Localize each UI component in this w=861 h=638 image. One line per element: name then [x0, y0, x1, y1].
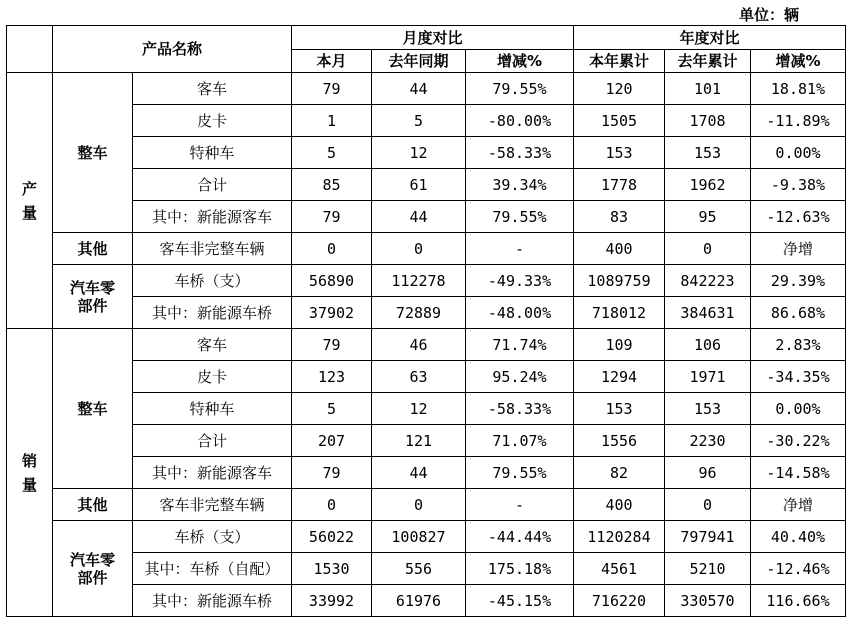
last-year-cell: 5	[372, 105, 466, 137]
last-ytd-cell: 96	[665, 457, 751, 489]
annual-change-cell: 2.83%	[751, 329, 846, 361]
annual-change-cell: -9.38%	[751, 169, 846, 201]
this-month-cell: 56022	[292, 521, 372, 553]
this-month-cell: 1530	[292, 553, 372, 585]
last-ytd-cell: 384631	[665, 297, 751, 329]
product-name-cell: 客车非完整车辆	[133, 489, 292, 521]
table-row	[7, 425, 846, 457]
table-row	[7, 457, 846, 489]
group-label: 其他	[53, 489, 133, 521]
last-ytd-cell: 101	[665, 73, 751, 105]
product-name-cell: 其中：新能源车桥	[133, 297, 292, 329]
table-row	[7, 297, 846, 329]
last-year-cell: 44	[372, 457, 466, 489]
annual-change-cell: 116.66%	[751, 585, 846, 617]
last-ytd-cell: 153	[665, 137, 751, 169]
annual-change-cell: -14.58%	[751, 457, 846, 489]
annual-header: 年度对比	[574, 26, 846, 50]
table-row	[7, 265, 846, 297]
product-name-cell: 其中：新能源车桥	[133, 585, 292, 617]
last-year-cell: 556	[372, 553, 466, 585]
monthly-change-cell: -44.44%	[466, 521, 574, 553]
monthly-change-cell: 95.24%	[466, 361, 574, 393]
group-label: 汽车零 部件	[53, 521, 133, 617]
ytd-cell: 82	[574, 457, 665, 489]
last-year-cell: 44	[372, 73, 466, 105]
last-ytd-cell: 106	[665, 329, 751, 361]
this-month-cell: 37902	[292, 297, 372, 329]
last-year-cell: 0	[372, 233, 466, 265]
monthly-change-cell: 71.74%	[466, 329, 574, 361]
last-year-cell: 12	[372, 393, 466, 425]
product-name-cell: 车桥（支）	[133, 521, 292, 553]
production-section-label: 产 量	[7, 73, 53, 329]
ytd-cell: 1556	[574, 425, 665, 457]
product-name-cell: 合计	[133, 169, 292, 201]
this-month-cell: 5	[292, 393, 372, 425]
table-row	[7, 329, 846, 361]
monthly-change-cell: 175.18%	[466, 553, 574, 585]
table-row	[7, 585, 846, 617]
ytd-header: 本年累计	[574, 50, 665, 73]
this-month-cell: 85	[292, 169, 372, 201]
last-year-cell: 61976	[372, 585, 466, 617]
ytd-cell: 1089759	[574, 265, 665, 297]
last-ytd-cell: 1708	[665, 105, 751, 137]
last-ytd-cell: 797941	[665, 521, 751, 553]
product-name-cell: 车桥（支）	[133, 265, 292, 297]
product-name-cell: 其中：车桥（自配）	[133, 553, 292, 585]
unit-label: 单位：辆	[738, 6, 799, 24]
product-name-cell: 特种车	[133, 137, 292, 169]
monthly-change-cell: 79.55%	[466, 73, 574, 105]
this-month-cell: 79	[292, 73, 372, 105]
last-year-cell: 63	[372, 361, 466, 393]
table-row	[7, 233, 846, 265]
last-year-cell: 121	[372, 425, 466, 457]
this-month-cell: 207	[292, 425, 372, 457]
this-month-cell: 5	[292, 137, 372, 169]
product-name-cell: 客车	[133, 329, 292, 361]
monthly-change-cell: 79.55%	[466, 201, 574, 233]
last-year-header: 去年同期	[372, 50, 466, 73]
this-month-cell: 79	[292, 201, 372, 233]
annual-change-cell: 18.81%	[751, 73, 846, 105]
product-name-cell: 客车非完整车辆	[133, 233, 292, 265]
monthly-change-cell: 71.07%	[466, 425, 574, 457]
annual-change-cell: 40.40%	[751, 521, 846, 553]
ytd-cell: 400	[574, 489, 665, 521]
table-row	[7, 489, 846, 521]
annual-change-cell: -30.22%	[751, 425, 846, 457]
product-name-header: 产品名称	[53, 26, 292, 73]
last-year-cell: 12	[372, 137, 466, 169]
this-month-cell: 0	[292, 489, 372, 521]
annual-change-cell: 86.68%	[751, 297, 846, 329]
product-name-cell: 其中：新能源客车	[133, 457, 292, 489]
last-ytd-cell: 1971	[665, 361, 751, 393]
ytd-cell: 716220	[574, 585, 665, 617]
last-year-cell: 72889	[372, 297, 466, 329]
product-name-cell: 皮卡	[133, 105, 292, 137]
annual-change-cell: 净增	[751, 489, 846, 521]
last-ytd-cell: 2230	[665, 425, 751, 457]
this-month-cell: 1	[292, 105, 372, 137]
table-row	[7, 137, 846, 169]
ytd-cell: 1505	[574, 105, 665, 137]
monthly-change-cell: -49.33%	[466, 265, 574, 297]
monthly-change-cell: -	[466, 489, 574, 521]
ytd-cell: 1778	[574, 169, 665, 201]
ytd-cell: 1294	[574, 361, 665, 393]
product-name-cell: 合计	[133, 425, 292, 457]
annual-change-cell: -12.46%	[751, 553, 846, 585]
corner-cell	[7, 26, 53, 73]
product-name-cell: 特种车	[133, 393, 292, 425]
last-year-cell: 61	[372, 169, 466, 201]
ytd-cell: 83	[574, 201, 665, 233]
annual-change-cell: 净增	[751, 233, 846, 265]
header-row-1	[7, 26, 846, 50]
this-month-cell: 79	[292, 457, 372, 489]
table-row	[7, 553, 846, 585]
this-month-cell: 123	[292, 361, 372, 393]
monthly-change-cell: -	[466, 233, 574, 265]
ytd-cell: 4561	[574, 553, 665, 585]
annual-change-cell: -11.89%	[751, 105, 846, 137]
monthly-change-cell: -48.00%	[466, 297, 574, 329]
monthly-change-cell: -80.00%	[466, 105, 574, 137]
last-year-cell: 112278	[372, 265, 466, 297]
product-name-cell: 客车	[133, 73, 292, 105]
this-month-cell: 0	[292, 233, 372, 265]
last-ytd-cell: 95	[665, 201, 751, 233]
ytd-cell: 153	[574, 137, 665, 169]
last-ytd-cell: 1962	[665, 169, 751, 201]
last-ytd-cell: 842223	[665, 265, 751, 297]
last-ytd-cell: 330570	[665, 585, 751, 617]
last-ytd-cell: 0	[665, 489, 751, 521]
table-row	[7, 169, 846, 201]
sales-section-label: 销 量	[7, 329, 53, 617]
last-year-cell: 0	[372, 489, 466, 521]
ytd-cell: 120	[574, 73, 665, 105]
this-month-header: 本月	[292, 50, 372, 73]
annual-change-cell: 29.39%	[751, 265, 846, 297]
monthly-change-header: 增减%	[466, 50, 574, 73]
monthly-change-cell: 79.55%	[466, 457, 574, 489]
last-ytd-cell: 5210	[665, 553, 751, 585]
monthly-change-cell: -45.15%	[466, 585, 574, 617]
last-ytd-header: 去年累计	[665, 50, 751, 73]
ytd-cell: 153	[574, 393, 665, 425]
product-name-cell: 其中：新能源客车	[133, 201, 292, 233]
this-month-cell: 79	[292, 329, 372, 361]
ytd-cell: 400	[574, 233, 665, 265]
last-year-cell: 46	[372, 329, 466, 361]
last-ytd-cell: 0	[665, 233, 751, 265]
production-sales-table	[6, 25, 846, 617]
group-label: 整车	[53, 73, 133, 233]
table-row	[7, 521, 846, 553]
ytd-cell: 109	[574, 329, 665, 361]
monthly-change-cell: -58.33%	[466, 393, 574, 425]
ytd-cell: 1120284	[574, 521, 665, 553]
this-month-cell: 56890	[292, 265, 372, 297]
group-label: 汽车零 部件	[53, 265, 133, 329]
table-row	[7, 393, 846, 425]
annual-change-cell: -34.35%	[751, 361, 846, 393]
annual-change-cell: 0.00%	[751, 393, 846, 425]
table-row	[7, 105, 846, 137]
table-row	[7, 201, 846, 233]
annual-change-cell: 0.00%	[751, 137, 846, 169]
group-label: 其他	[53, 233, 133, 265]
table-row	[7, 73, 846, 105]
annual-change-cell: -12.63%	[751, 201, 846, 233]
last-ytd-cell: 153	[665, 393, 751, 425]
group-label: 整车	[53, 329, 133, 489]
table-row	[7, 361, 846, 393]
ytd-cell: 718012	[574, 297, 665, 329]
last-year-cell: 44	[372, 201, 466, 233]
last-year-cell: 100827	[372, 521, 466, 553]
product-name-cell: 皮卡	[133, 361, 292, 393]
annual-change-header: 增减%	[751, 50, 846, 73]
monthly-header: 月度对比	[292, 26, 574, 50]
monthly-change-cell: 39.34%	[466, 169, 574, 201]
monthly-change-cell: -58.33%	[466, 137, 574, 169]
this-month-cell: 33992	[292, 585, 372, 617]
